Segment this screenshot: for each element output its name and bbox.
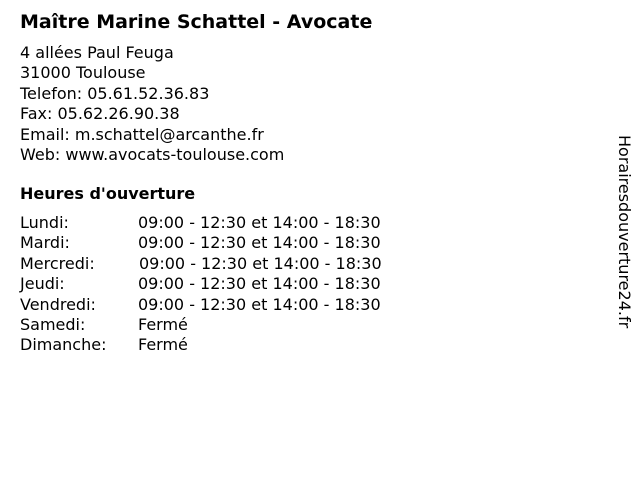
day-label: Mercredi: [20, 253, 95, 273]
business-title: Maître Marine Schattel - Avocate [20, 11, 373, 33]
day-label: Samedi: [20, 314, 86, 334]
day-label: Jeudi: [20, 274, 65, 294]
time-value: 09:00 - 12:30 et 14:00 - 18:30 [138, 233, 381, 253]
time-value: 09:00 - 12:30 et 14:00 - 18:30 [138, 213, 381, 232]
address-line-1: 4 allées Paul Feuga [20, 43, 174, 62]
web-text: Web: www.avocats-toulouse.com [20, 145, 285, 165]
contact-block [20, 43, 284, 165]
time-value: 09:00 - 12:30 et 14:00 - 18:30 [139, 253, 382, 273]
time-value: 09:00 - 12:30 et 14:00 - 18:30 [138, 294, 381, 314]
hours-title: Heures d'ouverture [20, 184, 196, 203]
day-label: Vendredi: [20, 294, 96, 314]
email-text: Email: m.schattel@arcanthe.fr [20, 124, 264, 144]
day-label: Dimanche: [20, 335, 107, 355]
time-value: Fermé [138, 335, 188, 355]
phone-text: Telefon: 05.61.52.36.83 [20, 83, 210, 103]
day-label: Mardi: [20, 233, 70, 253]
day-label: Lundi: [20, 213, 69, 232]
fax-text: Fax: 05.62.26.90.38 [20, 104, 180, 124]
address-line-2: 31000 Toulouse [20, 63, 146, 83]
site-watermark: Horairesdouverture24.fr [615, 135, 634, 329]
time-value: Fermé [138, 314, 188, 334]
time-value: 09:00 - 12:30 et 14:00 - 18:30 [138, 274, 381, 294]
